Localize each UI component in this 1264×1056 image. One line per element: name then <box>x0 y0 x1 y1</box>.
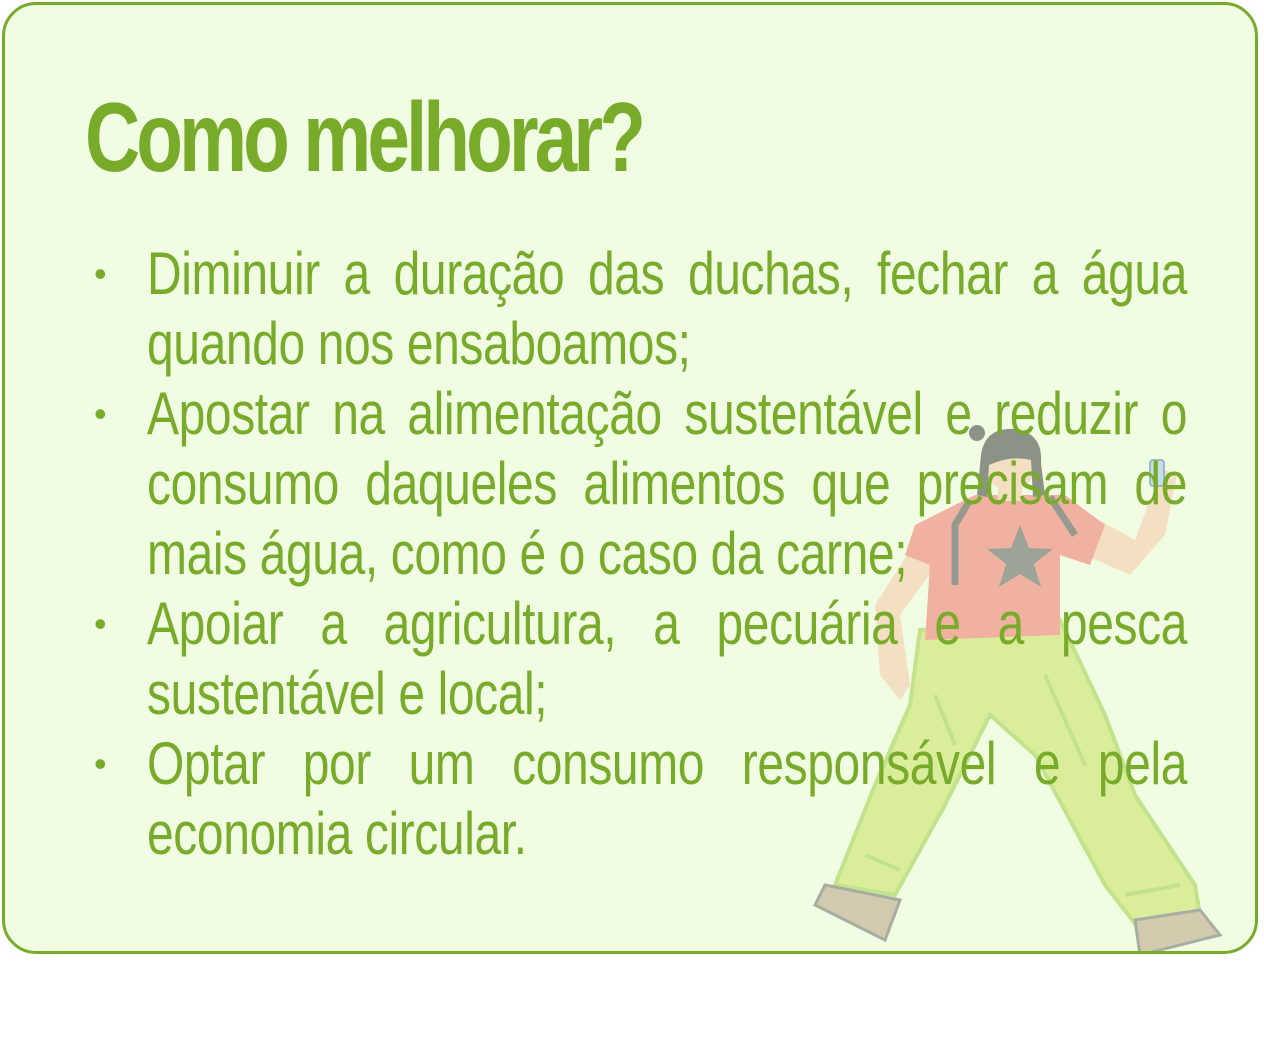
page-title: Como melhorar? <box>85 82 643 192</box>
list-item <box>90 239 1193 379</box>
bullet-text: Apostar na alimentação sustentável e reduzir o consumo daqueles alimentos que precisam de mais água, como é o caso da carne; <box>147 380 1187 587</box>
list-item <box>90 379 1193 589</box>
bullet-text: Apoiar a agricultura, a pecuária e a pesca sustentável e local; <box>147 590 1187 727</box>
bullet-icon: • <box>94 393 107 434</box>
info-card <box>2 2 1258 954</box>
bullet-text: Optar por um consumo responsável e pela economia circular. <box>147 730 1187 867</box>
tips-list <box>90 239 1193 869</box>
bullet-icon: • <box>94 603 107 644</box>
bullet-icon: • <box>94 253 107 294</box>
list-item <box>90 589 1193 729</box>
bullet-icon: • <box>94 743 107 784</box>
list-item <box>90 729 1193 869</box>
bullet-text: Diminuir a duração das duchas, fechar a água quando nos ensaboamos; <box>147 240 1187 377</box>
